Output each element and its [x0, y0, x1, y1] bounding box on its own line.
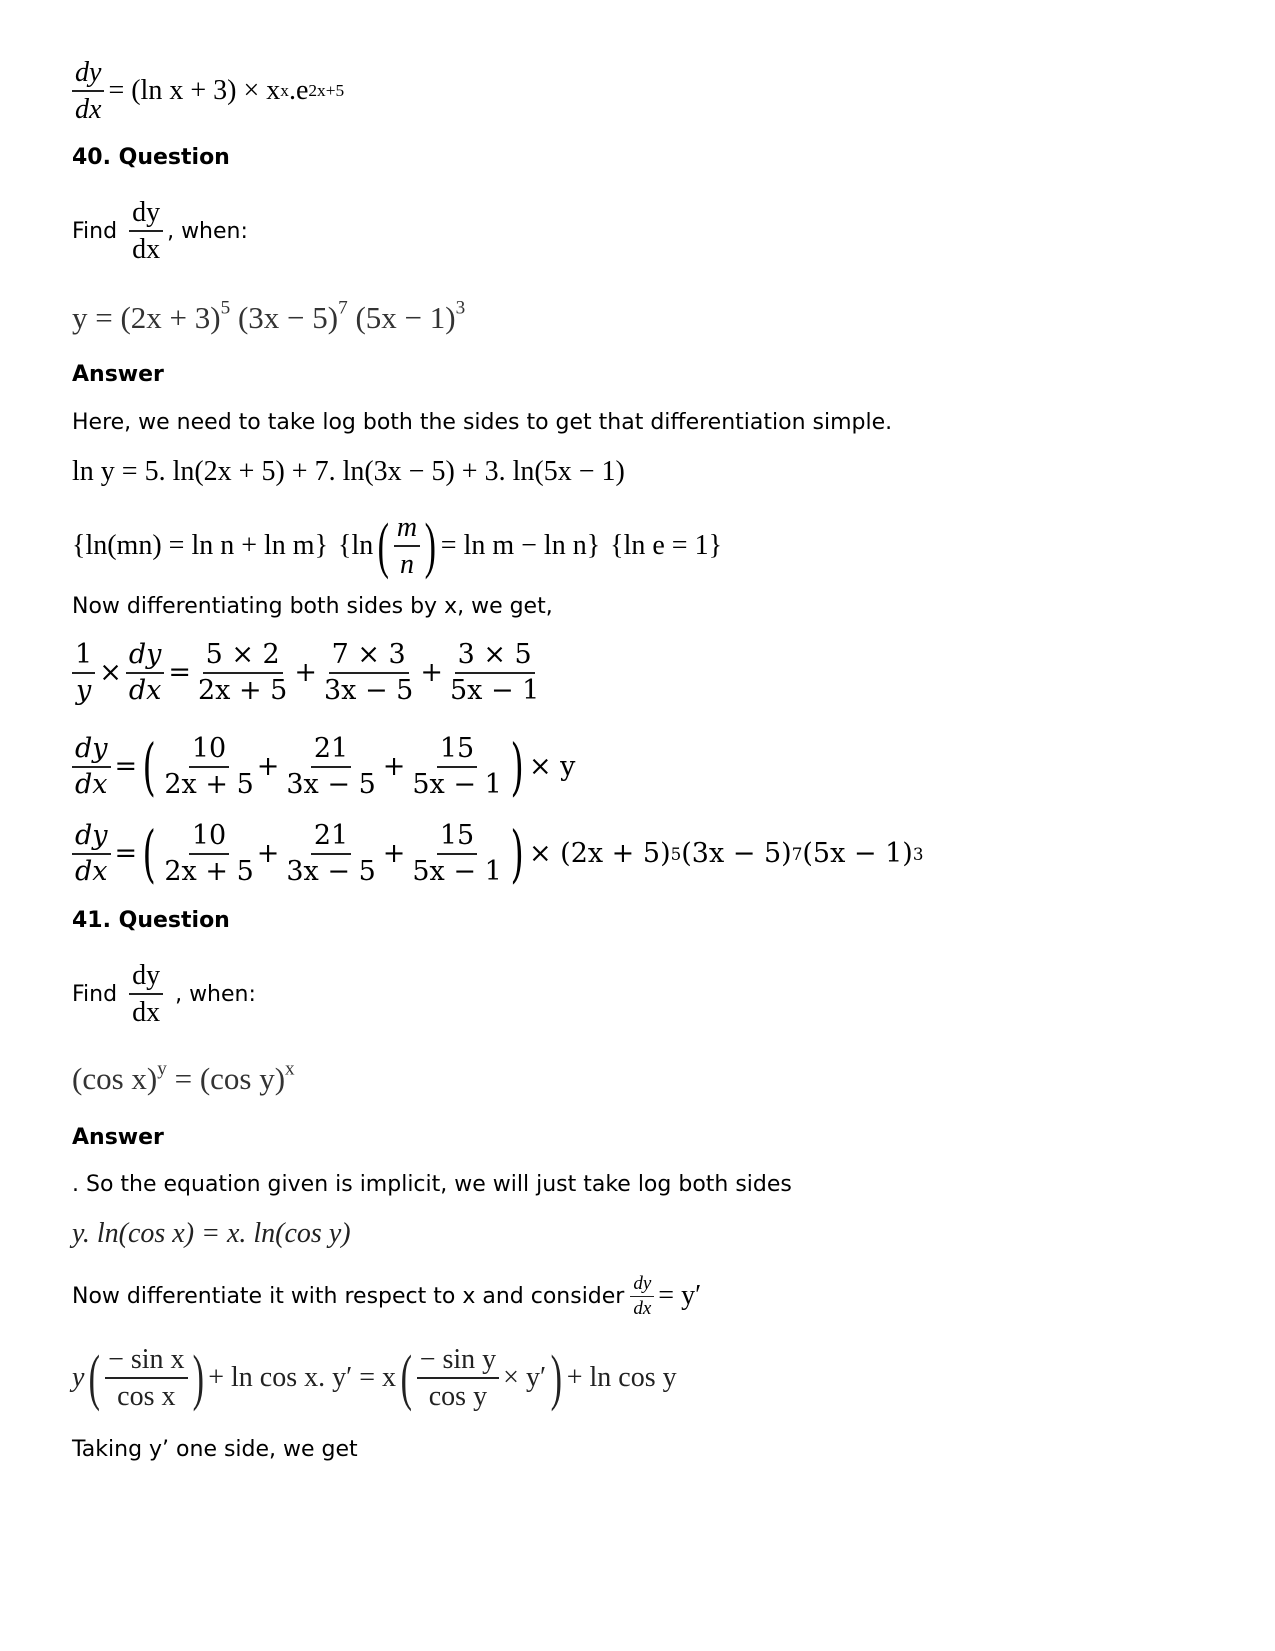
- prompt-text: Find: [72, 218, 118, 244]
- paren-right: ): [424, 512, 437, 580]
- fraction: [72, 55, 104, 127]
- numerator: 15: [437, 732, 477, 768]
- answer-heading-40: Answer: [72, 362, 164, 387]
- numerator: − sin x: [105, 1342, 187, 1379]
- math-text: = (cos y): [166, 1061, 286, 1096]
- answer-heading-41: Answer: [72, 1125, 164, 1150]
- answer-text: . So the equation given is implicit, we will just take log both sides: [72, 1172, 792, 1197]
- math-text: n: [400, 549, 414, 580]
- prompt-text: , when:: [167, 218, 248, 244]
- denominator: 3x − 5: [323, 674, 414, 706]
- fraction: [417, 1342, 499, 1414]
- numerator: 21: [311, 819, 351, 855]
- numerator: [126, 638, 165, 674]
- numerator: 15: [437, 819, 477, 855]
- fraction: [409, 819, 504, 889]
- operator: =: [114, 838, 138, 870]
- numerator: [72, 819, 111, 855]
- body-text-with-notation: [72, 1272, 701, 1321]
- fraction: [161, 732, 256, 802]
- math-text: y = (2x + 3): [72, 300, 221, 335]
- operator: +: [382, 838, 406, 870]
- math-text: dx: [75, 768, 108, 800]
- fraction: [161, 819, 256, 889]
- operator: +: [256, 838, 280, 870]
- math-text: × y′: [503, 1362, 547, 1393]
- denominator: [126, 674, 165, 708]
- question-heading-41: 41. Question: [72, 908, 230, 933]
- numerator: dy: [129, 958, 163, 995]
- denominator: [72, 92, 104, 127]
- paren-left: (: [89, 1344, 101, 1412]
- numerator: 10: [189, 732, 229, 768]
- paren-right: ): [510, 816, 524, 890]
- denominator: 2x + 5: [164, 768, 254, 800]
- math-text: (cos x): [72, 1061, 158, 1096]
- operator: =: [114, 751, 138, 783]
- denominator: dx: [132, 997, 161, 1028]
- math-text: dx: [128, 674, 162, 706]
- denominator: [630, 1297, 654, 1321]
- fraction: [72, 732, 111, 802]
- math-text: y: [72, 1362, 85, 1393]
- fraction: [195, 638, 290, 708]
- math-text: dy: [75, 57, 102, 88]
- math-text: y. ln(cos x) = x. ln(cos y): [72, 1218, 351, 1249]
- denominator: cos y: [428, 1381, 488, 1412]
- given-equation-40: [72, 297, 466, 335]
- math-text: m: [396, 512, 418, 543]
- body-text: Taking y’ one side, we get: [72, 1437, 358, 1462]
- operator: +: [420, 657, 443, 689]
- math-text: dx: [75, 855, 108, 887]
- equation-result-39: $\frac{dy}{dx}$ = (ln x + 3) × x x .e 2x+5: [72, 55, 344, 127]
- math-text: .e: [288, 75, 309, 106]
- denominator: [73, 674, 94, 708]
- math-text: + ln cos x. y′ = x: [208, 1362, 397, 1393]
- fraction: [129, 958, 163, 1030]
- exponent: 3: [455, 297, 466, 319]
- operator: ×: [99, 657, 122, 689]
- math-text: dy: [633, 1273, 652, 1294]
- fraction: [283, 819, 378, 889]
- fraction: [126, 638, 165, 708]
- denominator: [72, 855, 111, 889]
- math-text: dy: [75, 733, 108, 764]
- given-equation-41: [72, 1058, 295, 1096]
- operator: =: [168, 657, 191, 689]
- derivative-step-3: $\frac{dy}{dx}$ = ( $\frac{10}{2x + 5}$ + $\frac{21}{3x - 5}$ + $\frac{15}{5x - 1}$ ) × (2x + 5) 5 (3x − 5) 7 (5x − 1) 3: [72, 819, 923, 889]
- numerator: 7 × 3: [329, 638, 409, 674]
- fraction: [394, 510, 420, 582]
- answer-text: Here, we need to take log both the sides to get that differentiation simple.: [72, 410, 893, 435]
- body-text: Now differentiate it with respect to x and consider: [72, 1283, 625, 1309]
- derivative-step-1: [72, 638, 546, 708]
- math-text: {ln e = 1}: [610, 530, 723, 561]
- math-text: = y′: [658, 1280, 702, 1312]
- denominator: [397, 547, 417, 582]
- math-text: (3x − 5): [681, 838, 792, 870]
- question-prompt-41: [72, 958, 256, 1030]
- denominator: dx: [132, 234, 161, 265]
- numerator: [72, 732, 111, 768]
- math-text: dx: [75, 94, 102, 125]
- derivative-step-2: [72, 729, 576, 803]
- fraction: [409, 732, 504, 802]
- numerator: 5 × 2: [203, 638, 283, 674]
- math-text: (5x − 1): [355, 300, 456, 335]
- fraction: [72, 819, 111, 889]
- exponent: y: [157, 1058, 167, 1080]
- denominator: 2x + 5: [164, 855, 254, 887]
- log-equation: [72, 1220, 351, 1248]
- numerator: 3 × 5: [455, 638, 535, 674]
- denominator: cos x: [117, 1381, 176, 1412]
- math-text: × (2x + 5): [528, 838, 671, 870]
- prompt-text: , when:: [175, 981, 256, 1007]
- numerator: dy: [129, 195, 163, 232]
- fraction: [72, 638, 95, 708]
- paren-left: (: [377, 512, 390, 580]
- math-text: (5x − 1): [802, 838, 913, 870]
- paren-right: ): [550, 1344, 563, 1412]
- numerator: − sin y: [417, 1342, 499, 1379]
- paren-left: (: [142, 729, 156, 803]
- numerator: [630, 1272, 654, 1297]
- operator: +: [294, 657, 317, 689]
- exponent: 5: [220, 297, 231, 319]
- numerator: 21: [311, 732, 351, 768]
- math-text: (3x − 5): [237, 300, 339, 335]
- log-equation: ln y = 5. ln(2x + 5) + 7. ln(3x − 5) + 3. ln(5x − 1): [72, 456, 625, 487]
- question-prompt-40: [72, 195, 248, 267]
- log-rules: [72, 510, 722, 582]
- denominator: 3x − 5: [286, 855, 376, 887]
- exponent: x: [285, 1058, 295, 1080]
- paren-right: ): [192, 1344, 204, 1412]
- paren-left: (: [400, 1344, 413, 1412]
- math-text: + ln cos y: [566, 1362, 677, 1393]
- exponent: 7: [338, 297, 348, 319]
- operator: +: [382, 751, 406, 783]
- operator: +: [256, 751, 280, 783]
- prompt-text: Find: [72, 981, 118, 1007]
- denominator: 5x − 1: [412, 855, 502, 887]
- denominator: 3x − 5: [286, 768, 376, 800]
- math-text: dy: [128, 639, 162, 670]
- math-text: {ln(mn) = ln n + ln m}: [72, 530, 329, 561]
- derivative-step-4: [72, 1342, 677, 1414]
- denominator: 5x − 1: [449, 674, 540, 706]
- denominator: [72, 768, 111, 802]
- fraction: [129, 195, 163, 267]
- denominator: 5x − 1: [412, 768, 502, 800]
- paren-right: ): [510, 729, 524, 803]
- math-text: × y: [528, 751, 576, 783]
- fraction: [283, 732, 378, 802]
- fraction: [105, 1342, 187, 1414]
- body-text: Now differentiating both sides by x, we get,: [72, 594, 553, 619]
- fraction: [447, 638, 542, 708]
- numerator: [394, 510, 420, 547]
- math-text: dy: [75, 820, 108, 851]
- math-text: = (ln x + 3) × x: [108, 75, 281, 106]
- math-text: {ln: [338, 530, 374, 561]
- numerator: 10: [189, 819, 229, 855]
- denominator: 2x + 5: [197, 674, 288, 706]
- numerator: [72, 55, 104, 92]
- question-heading-40: 40. Question: [72, 145, 230, 170]
- paren-left: (: [142, 816, 156, 890]
- math-text: dx: [633, 1297, 652, 1319]
- numerator: 1: [72, 638, 95, 674]
- math-text: = ln m − ln n}: [440, 530, 601, 561]
- fraction: [630, 1272, 654, 1321]
- math-text: y: [75, 674, 92, 706]
- fraction: [321, 638, 416, 708]
